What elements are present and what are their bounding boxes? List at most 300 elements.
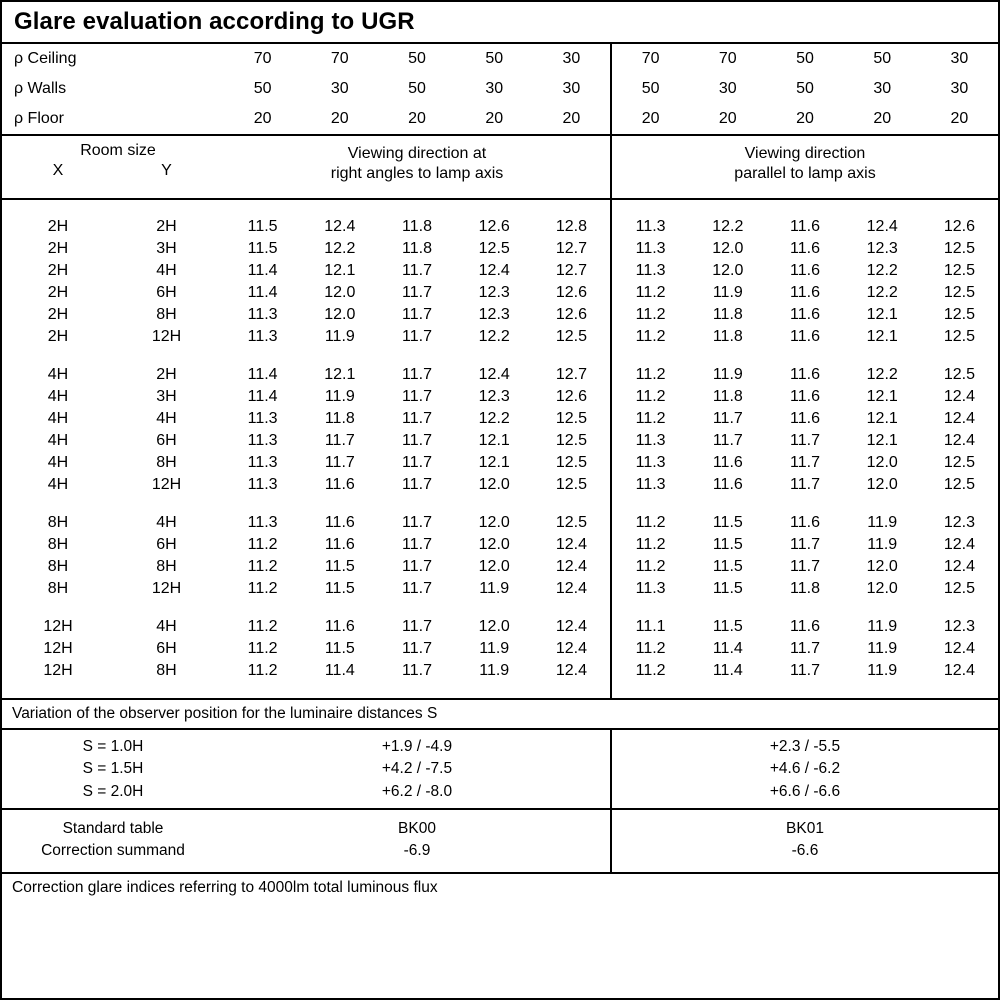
ugr-value: 11.7 (402, 662, 432, 679)
room-size-x: 4H (47, 454, 69, 471)
reflectance-value: 50 (641, 80, 660, 97)
room-size-cell (2, 430, 224, 452)
table-row (2, 326, 998, 348)
spacer-group (224, 200, 612, 216)
ugr-value: 11.5 (712, 618, 743, 635)
ugr-value: 11.2 (635, 662, 666, 679)
ugr-value-group (612, 512, 998, 534)
ugr-value: 12.6 (943, 218, 975, 235)
room-size-cell (2, 556, 224, 578)
ugr-value: 12.5 (943, 284, 975, 301)
variation-note: Variation of the observer position for the luminaire distances S (12, 705, 438, 722)
table-spacer (2, 682, 998, 698)
ugr-value: 12.4 (866, 218, 898, 235)
room-size-x: 4H (47, 388, 69, 405)
standard-table-block (2, 810, 998, 872)
ugr-value: 11.7 (402, 558, 432, 575)
room-size-y: 6H (156, 640, 177, 657)
table-row (2, 364, 998, 386)
reflectance-value: 50 (796, 80, 814, 97)
ugr-value: 12.5 (555, 328, 587, 345)
variation-label-0: S = 1.0H (82, 738, 144, 755)
room-size-y: 2H (156, 218, 177, 235)
standard-table-labels (2, 810, 224, 872)
reflectance-value: 20 (562, 110, 581, 127)
ugr-value-group (224, 474, 612, 496)
view-header-right-angles (224, 136, 612, 198)
ugr-value: 11.9 (324, 388, 355, 405)
room-size-x: 12H (43, 640, 73, 657)
ugr-value: 12.4 (943, 662, 975, 679)
ugr-value: 11.7 (402, 306, 432, 323)
room-size-cell (2, 386, 224, 408)
room-size-x: 4H (47, 432, 69, 449)
ugr-value: 11.2 (635, 536, 666, 553)
ugr-value: 11.2 (247, 662, 278, 679)
reflectance-label: ρ Ceiling (14, 50, 77, 67)
ugr-value: 12.2 (866, 262, 898, 279)
footer-note: Correction glare indices referring to 4000lm total luminous flux (12, 879, 438, 896)
room-size-x: 4H (47, 366, 69, 383)
ugr-value-group (612, 216, 998, 238)
ugr-value: 11.6 (790, 218, 820, 235)
ugr-value: 12.5 (555, 476, 587, 493)
ugr-value: 12.4 (555, 536, 587, 553)
room-size-cell (2, 260, 224, 282)
variation-right-angles-2: +6.2 / -8.0 (381, 782, 453, 800)
spacer-group (224, 600, 612, 616)
ugr-value: 12.2 (324, 240, 356, 257)
reflectance-group (224, 74, 612, 104)
reflectance-group (224, 104, 612, 134)
ugr-value: 11.8 (790, 580, 820, 597)
spacer-label (2, 682, 224, 698)
ugr-value: 12.5 (943, 454, 975, 471)
view-header-right-angles-line1: Viewing direction at (347, 145, 487, 162)
ugr-value: 12.4 (555, 580, 587, 597)
table-row (2, 216, 998, 238)
ugr-value: 12.0 (712, 262, 744, 279)
table-row (2, 556, 998, 578)
ugr-value: 11.7 (790, 454, 820, 471)
reflectance-value: 30 (950, 50, 969, 67)
ugr-value: 11.8 (324, 410, 355, 427)
reflectance-value: 50 (408, 50, 426, 67)
room-size-y: 12H (151, 580, 182, 597)
ugr-value: 11.9 (712, 284, 743, 301)
ugr-value: 11.7 (402, 580, 432, 597)
room-size-cell (2, 578, 224, 600)
ugr-value: 12.3 (478, 388, 510, 405)
ugr-value: 11.5 (324, 558, 355, 575)
ugr-value: 12.5 (943, 262, 975, 279)
ugr-value: 12.4 (943, 558, 975, 575)
table-spacer (2, 348, 998, 364)
ugr-value-group (224, 364, 612, 386)
ugr-value: 12.4 (943, 432, 975, 449)
ugr-value: 12.5 (555, 432, 587, 449)
ugr-value: 11.6 (790, 240, 820, 257)
ugr-value: 12.5 (943, 328, 975, 345)
ugr-value: 12.6 (555, 388, 587, 405)
reflectance-value: 20 (408, 110, 426, 127)
ugr-value: 11.9 (479, 640, 510, 657)
ugr-value: 11.5 (247, 240, 278, 257)
ugr-value: 11.9 (324, 328, 355, 345)
ugr-value-group (612, 556, 998, 578)
ugr-value: 11.3 (247, 432, 278, 449)
ugr-value: 11.7 (402, 262, 432, 279)
room-size-x: 8H (47, 536, 69, 553)
ugr-value-group (224, 304, 612, 326)
ugr-value: 11.2 (247, 536, 278, 553)
ugr-value: 12.4 (478, 262, 510, 279)
table-row (2, 282, 998, 304)
variation-label-1: S = 1.5H (82, 760, 144, 778)
correction-summand-label: Correction summand (41, 842, 185, 860)
ugr-value: 11.2 (635, 514, 666, 531)
table-row (2, 408, 998, 430)
view-header-parallel-line2: parallel to lamp axis (734, 165, 876, 182)
reflectance-value: 20 (330, 110, 349, 127)
ugr-value-group (612, 578, 998, 600)
room-size-y: 4H (156, 410, 177, 427)
ugr-value: 11.6 (790, 366, 820, 383)
room-size-y: 4H (156, 514, 177, 531)
room-size-y: 2H (156, 366, 177, 383)
ugr-value: 12.7 (555, 240, 587, 257)
room-size-x-label: X (52, 162, 64, 179)
ugr-value: 12.1 (866, 410, 898, 427)
ugr-value-group (612, 452, 998, 474)
ugr-value: 11.5 (712, 536, 743, 553)
spacer-label (2, 200, 224, 216)
reflectance-value: 30 (562, 80, 581, 97)
room-size-header (2, 136, 224, 198)
ugr-value: 11.6 (712, 454, 743, 471)
ugr-value: 11.7 (402, 432, 432, 449)
ugr-value: 12.2 (478, 328, 510, 345)
ugr-value: 11.6 (790, 618, 820, 635)
ugr-value: 11.2 (635, 306, 666, 323)
standard-table-label: Standard table (62, 820, 164, 837)
table-row (2, 616, 998, 638)
reflectance-label: ρ Floor (14, 110, 64, 127)
ugr-value: 12.0 (712, 240, 744, 257)
ugr-value: 12.4 (943, 388, 975, 405)
ugr-value: 11.9 (479, 580, 510, 597)
ugr-value: 11.6 (790, 514, 820, 531)
variation-right-angles-1: +4.2 / -7.5 (381, 760, 453, 778)
ugr-value: 12.0 (324, 306, 356, 323)
ugr-value: 12.4 (555, 558, 587, 575)
ugr-value: 12.5 (943, 580, 975, 597)
spacer-group (612, 682, 998, 698)
ugr-value-group (612, 304, 998, 326)
room-size-cell (2, 616, 224, 638)
reflectance-value: 20 (718, 110, 737, 127)
ugr-value: 11.3 (635, 476, 666, 493)
ugr-value: 11.3 (247, 476, 278, 493)
ugr-value: 11.4 (712, 640, 743, 657)
table-row (2, 452, 998, 474)
ugr-value: 12.5 (943, 306, 975, 323)
ugr-value: 11.7 (402, 514, 432, 531)
ugr-value: 11.8 (712, 306, 743, 323)
standard-right-angles-value: -6.9 (403, 842, 431, 860)
ugr-value-group (612, 326, 998, 348)
page-title-row (2, 2, 998, 42)
ugr-value: 11.7 (712, 410, 743, 427)
table-row (2, 578, 998, 600)
ugr-value: 12.5 (943, 240, 975, 257)
variation-block (2, 730, 998, 808)
ugr-value: 12.0 (866, 476, 898, 493)
room-size-y: 6H (156, 432, 177, 449)
spacer-label (2, 348, 224, 364)
ugr-value: 11.9 (867, 536, 898, 553)
ugr-value-group (224, 512, 612, 534)
ugr-value-group (224, 430, 612, 452)
room-size-y: 3H (156, 240, 177, 257)
ugr-value: 11.3 (635, 262, 666, 279)
ugr-value: 12.4 (943, 536, 975, 553)
ugr-value-group (612, 260, 998, 282)
room-size-cell (2, 304, 224, 326)
reflectance-group (612, 44, 998, 74)
reflectance-value: 20 (950, 110, 969, 127)
table-row (2, 260, 998, 282)
ugr-value: 12.5 (478, 240, 510, 257)
ugr-value: 12.7 (555, 262, 587, 279)
room-size-y: 4H (156, 262, 177, 279)
room-size-cell (2, 238, 224, 260)
ugr-value-group (612, 282, 998, 304)
ugr-value: 11.7 (324, 432, 355, 449)
viewing-direction-header (2, 136, 998, 198)
reflectance-value: 20 (873, 110, 892, 127)
ugr-value: 11.2 (247, 580, 278, 597)
ugr-value: 11.9 (479, 662, 510, 679)
page-title: Glare evaluation according to UGR (14, 8, 415, 35)
reflectance-row (2, 104, 998, 134)
ugr-value: 12.5 (943, 366, 975, 383)
ugr-value: 11.4 (247, 262, 278, 279)
ugr-value: 12.6 (555, 284, 587, 301)
spacer-group (224, 496, 612, 512)
ugr-value: 11.2 (247, 640, 278, 657)
ugr-value-group (224, 534, 612, 556)
ugr-value-group (612, 430, 998, 452)
ugr-value: 11.4 (247, 388, 278, 405)
ugr-value: 11.6 (712, 476, 743, 493)
ugr-value: 12.4 (555, 662, 587, 679)
ugr-value: 12.1 (478, 454, 510, 471)
ugr-value: 11.9 (867, 662, 898, 679)
ugr-value: 12.3 (866, 240, 898, 257)
reflectance-value: 30 (950, 80, 969, 97)
room-size-x: 2H (47, 218, 69, 235)
ugr-value: 11.3 (247, 306, 278, 323)
spacer-group (224, 682, 612, 698)
ugr-value: 11.6 (790, 284, 820, 301)
room-size-cell (2, 364, 224, 386)
table-row (2, 304, 998, 326)
ugr-value: 11.5 (712, 514, 743, 531)
ugr-value-group (612, 408, 998, 430)
reflectance-value: 50 (253, 80, 272, 97)
ugr-value: 12.4 (324, 218, 356, 235)
ugr-value: 12.5 (555, 410, 587, 427)
reflectance-group (612, 74, 998, 104)
room-size-y: 8H (156, 558, 177, 575)
ugr-value: 12.2 (866, 284, 898, 301)
reflectance-value: 30 (485, 80, 504, 97)
room-size-x: 2H (47, 262, 69, 279)
ugr-value: 12.1 (866, 388, 898, 405)
room-size-title: Room size (80, 142, 156, 159)
ugr-value: 11.6 (324, 536, 355, 553)
ugr-value: 11.7 (324, 454, 355, 471)
ugr-value: 12.0 (478, 514, 510, 531)
ugr-value: 12.1 (478, 432, 510, 449)
ugr-value-group (612, 638, 998, 660)
spacer-group (612, 496, 998, 512)
standard-parallel (612, 810, 998, 872)
ugr-value-group (224, 660, 612, 682)
room-size-cell (2, 326, 224, 348)
ugr-value: 12.5 (555, 514, 587, 531)
ugr-value: 11.2 (635, 410, 666, 427)
reflectance-value: 20 (796, 110, 814, 127)
ugr-value: 11.2 (635, 558, 666, 575)
table-row (2, 474, 998, 496)
room-size-y: 8H (156, 454, 177, 471)
standard-right-angles (224, 810, 612, 872)
reflectance-row (2, 44, 998, 74)
ugr-value: 11.5 (324, 640, 355, 657)
reflectance-value: 30 (718, 80, 737, 97)
reflectance-label: ρ Walls (14, 80, 67, 97)
ugr-value: 11.6 (790, 328, 820, 345)
ugr-value: 11.9 (867, 514, 898, 531)
ugr-value: 11.2 (635, 640, 666, 657)
room-size-cell (2, 534, 224, 556)
ugr-value: 12.1 (866, 432, 898, 449)
room-size-axes (2, 160, 224, 180)
ugr-value: 12.0 (324, 284, 356, 301)
spacer-group (224, 348, 612, 364)
ugr-value-group (224, 452, 612, 474)
ugr-value: 12.7 (555, 366, 587, 383)
spacer-label (2, 600, 224, 616)
table-spacer (2, 496, 998, 512)
ugr-value: 11.9 (867, 640, 898, 657)
room-size-cell (2, 474, 224, 496)
ugr-value: 12.2 (478, 410, 510, 427)
ugr-value: 11.7 (712, 432, 743, 449)
spacer-group (612, 200, 998, 216)
ugr-value: 11.8 (402, 240, 432, 257)
ugr-value: 11.5 (712, 558, 743, 575)
ugr-value: 11.6 (324, 476, 355, 493)
reflectance-value: 70 (718, 50, 737, 67)
ugr-value-group (612, 386, 998, 408)
variation-label-2: S = 2.0H (82, 782, 144, 800)
ugr-value-group (224, 408, 612, 430)
table-row (2, 430, 998, 452)
ugr-value: 11.6 (790, 306, 820, 323)
ugr-value-group (224, 282, 612, 304)
reflectance-value: 30 (873, 80, 892, 97)
table-row (2, 238, 998, 260)
ugr-value: 12.6 (555, 306, 587, 323)
room-size-x: 2H (47, 284, 69, 301)
ugr-value: 12.8 (555, 218, 587, 235)
ugr-value: 11.4 (247, 366, 278, 383)
ugr-value: 11.7 (790, 558, 820, 575)
ugr-value: 11.7 (790, 432, 820, 449)
reflectance-value: 30 (330, 80, 349, 97)
ugr-value-group (612, 238, 998, 260)
room-size-cell (2, 660, 224, 682)
variation-parallel-0: +2.3 / -5.5 (769, 738, 841, 755)
ugr-value: 11.7 (402, 388, 432, 405)
room-size-cell (2, 638, 224, 660)
reflectance-header (2, 44, 998, 134)
ugr-value: 11.7 (790, 476, 820, 493)
ugr-data-table (2, 200, 998, 698)
ugr-value: 11.7 (402, 284, 432, 301)
ugr-value: 11.7 (790, 640, 820, 657)
room-size-y: 12H (151, 476, 182, 493)
ugr-value: 11.2 (247, 618, 278, 635)
room-size-y: 8H (156, 306, 177, 323)
room-size-x: 2H (47, 328, 69, 345)
ugr-value-group (612, 534, 998, 556)
standard-parallel-table: BK01 (786, 820, 824, 837)
ugr-value: 12.1 (866, 306, 898, 323)
ugr-value: 12.5 (555, 454, 587, 471)
reflectance-value: 70 (330, 50, 349, 67)
table-row (2, 660, 998, 682)
room-size-y: 6H (156, 284, 177, 301)
ugr-value: 11.8 (712, 388, 743, 405)
ugr-value: 11.3 (635, 580, 666, 597)
ugr-value: 12.0 (866, 558, 898, 575)
room-size-cell (2, 452, 224, 474)
room-size-cell (2, 408, 224, 430)
ugr-value: 12.3 (943, 618, 975, 635)
reflectance-value: 50 (408, 80, 426, 97)
ugr-value: 12.0 (478, 558, 510, 575)
ugr-value: 11.7 (402, 640, 432, 657)
ugr-value-group (224, 260, 612, 282)
standard-right-angles-table: BK00 (398, 820, 436, 837)
ugr-value: 11.7 (402, 536, 432, 553)
ugr-value: 12.0 (866, 454, 898, 471)
reflectance-value: 20 (485, 110, 504, 127)
ugr-value: 11.3 (247, 514, 278, 531)
reflectance-value: 70 (253, 50, 272, 67)
reflectance-value: 30 (562, 50, 581, 67)
ugr-value: 11.7 (790, 662, 820, 679)
variation-labels (2, 730, 224, 808)
spacer-group (612, 600, 998, 616)
ugr-value: 12.3 (943, 514, 975, 531)
view-header-right-angles-line2: right angles to lamp axis (330, 165, 504, 182)
ugr-value: 11.5 (247, 218, 278, 235)
